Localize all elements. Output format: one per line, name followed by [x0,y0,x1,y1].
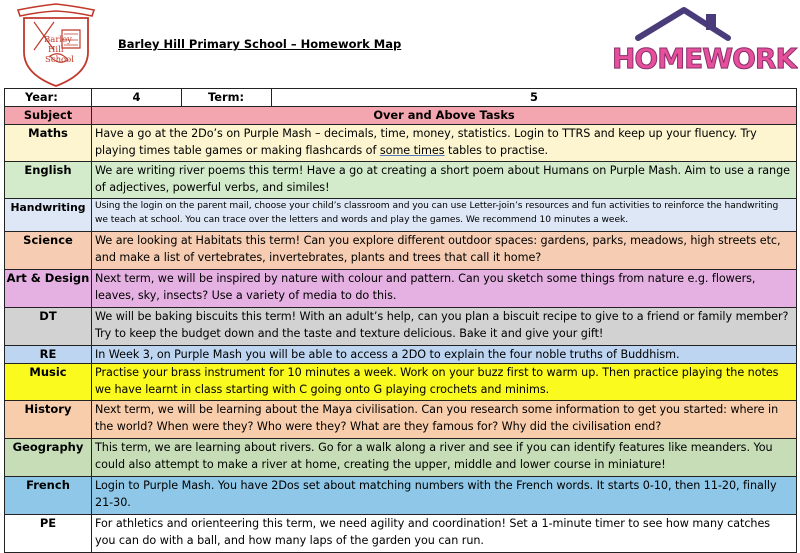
subject-art-design: Art & Design [5,270,92,308]
svg-text:HOMEWORK: HOMEWORK [612,42,797,75]
task-dt: We will be baking biscuits this term! With an adult’s help, can you plan a biscuit recipe to give to a friend or family member? Try to keep the budget down and the taste and texture delicious. Bake it and give your gift! [92,308,797,346]
svg-text:Hill: Hill [48,45,64,55]
table-row [5,401,797,439]
subject-column-header: Subject [5,107,92,125]
task-maths: Have a go at the 2Do’s on Purple Mash – decimals, time, money, statistics. Login to TTRS and keep up your fluency. Try playing times table games or making flashcards of some times tables to practise. [92,125,797,162]
table-row [5,232,797,270]
table-row [5,125,797,162]
task-music: Practise your brass instrument for 10 minutes a week. Work on your buzz first to warm up. Then practice playing the notes we have learnt in class starting with C going onto G playing crochets and minims. [92,364,797,401]
subject-music: Music [5,364,92,401]
svg-text:School: School [45,55,75,65]
subject-geography: Geography [5,439,92,477]
subject-maths: Maths [5,125,92,162]
subject-english: English [5,162,92,199]
column-header-row [5,107,797,125]
task-french: Login to Purple Mash. You have 2Dos set about matching numbers with the French words. It starts 0-10, then 11-20, finally 21-30. [92,477,797,515]
subject-handwriting: Handwriting [5,199,92,232]
task-history: Next term, we will be learning about the Maya civilisation. Can you research some information to get you started: where in the world? When were they? Who were they? What are they famous for? Why did the civilisation end? [92,401,797,439]
table-row [5,515,797,553]
subject-dt: DT [5,308,92,346]
header-row [5,89,797,107]
homework-logo [608,2,798,88]
subject-science: Science [5,232,92,270]
subject-history: History [5,401,92,439]
homework-map-table [4,88,797,553]
table-row [5,346,797,364]
term-label: Term: [182,89,272,107]
year-value: 4 [92,89,182,107]
table-row [5,199,797,232]
year-label: Year: [5,89,92,107]
task-geography: This term, we are learning about rivers. Go for a walk along a river and see if you can identify features like meanders. You could also attempt to make a river at home, creating the upper, middle and lower course in miniature! [92,439,797,477]
tasks-column-header: Over and Above Tasks [92,107,797,125]
table-row [5,308,797,346]
svg-text:Barley: Barley [44,35,72,45]
task-handwriting: Using the login on the parent mail, choose your child’s classroom and you can use Letter-join’s resources and fun activities to reinforce the handwriting we teach at school. You can trace over the letters and words and play the games. We recommend 10 minutes a week. [92,199,797,232]
table-row [5,439,797,477]
term-value: 5 [272,89,797,107]
subject-french: French [5,477,92,515]
subject-re: RE [5,346,92,364]
table-row [5,364,797,401]
task-art-design: Next term, we will be inspired by nature with colour and pattern. Can you sketch some things from nature e.g. flowers, leaves, sky, insects? Use a variety of media to do this. [92,270,797,308]
school-crest-logo [4,2,108,88]
task-english: We are writing river poems this term! Have a go at creating a short poem about Humans on Purple Mash. Aim to use a range of adjectives, powerful verbs, and similes! [92,162,797,199]
subject-pe: PE [5,515,92,553]
table-row [5,477,797,515]
task-science: We are looking at Habitats this term! Can you explore different outdoor spaces: gardens, parks, meadows, high streets etc, and make a list of vertebrates, invertebrates, plants and trees that call it home? [92,232,797,270]
table-row [5,270,797,308]
page-title: Barley Hill Primary School – Homework Map [118,37,402,51]
task-pe: For athletics and orienteering this term, we need agility and coordination! Set a 1-minute timer to see how many catches you can do with a ball, and how many laps of the garden you can run. [92,515,797,553]
task-re: In Week 3, on Purple Mash you will be able to access a 2DO to explain the four noble truths of Buddhism. [92,346,797,364]
table-row [5,162,797,199]
